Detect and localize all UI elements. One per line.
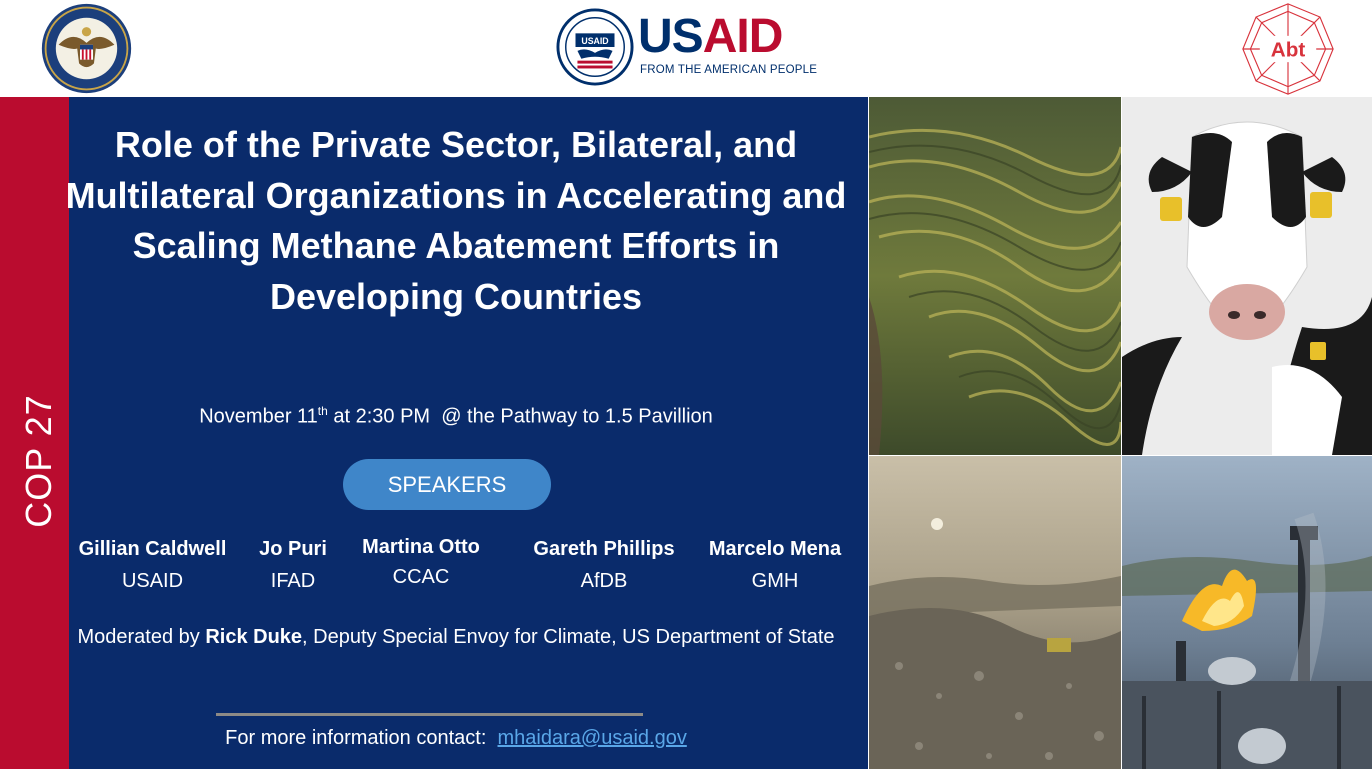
- speaker-item: [346, 535, 496, 589]
- speaker-item: [522, 537, 686, 593]
- speaker-org: USAID: [121, 570, 184, 592]
- usaid-tagline: FROM THE AMERICAN PEOPLE: [640, 64, 818, 76]
- speaker-org: GMH: [751, 570, 799, 592]
- abt-wordmark: Abt: [1270, 38, 1306, 62]
- header-bar: [0, 0, 1372, 97]
- moderator-name: Rick Duke: [205, 626, 303, 648]
- usaid-badge-text: USAID: [581, 36, 609, 47]
- gas-flare-refinery-photo: [1122, 456, 1372, 769]
- speaker-name: Gareth Phillips: [533, 538, 675, 560]
- department-of-state-seal-icon: [38, 2, 135, 95]
- event-title: Role of the Private Sector, Bilateral, and Multilateral Organizations in Accelerating and Scaling Methane Abatement Efforts in Developing Countries: [65, 124, 847, 317]
- speaker-org: AfDB: [580, 570, 628, 592]
- usaid-seal-icon: [556, 8, 634, 86]
- contact-line: For more information contact: mhaidara@usaid.gov: [225, 727, 687, 749]
- speaker-name: Jo Puri: [259, 538, 327, 560]
- usaid-logo: [556, 8, 816, 86]
- speaker-name: Marcelo Mena: [708, 538, 842, 560]
- speakers-heading: SPEAKERS: [343, 459, 551, 510]
- abt-associates-logo: [1240, 2, 1336, 96]
- divider-line: [216, 713, 643, 716]
- speaker-item: [697, 537, 853, 593]
- usaid-wordmark: USAID: [638, 10, 783, 63]
- speaker-item: [69, 537, 236, 593]
- dairy-cow-photo: [1122, 97, 1372, 455]
- speaker-name: Martina Otto: [362, 536, 480, 558]
- speaker-org: IFAD: [270, 570, 316, 592]
- event-date-location: November 11th at 2:30 PM @ the Pathway to 1.5 Pavillion: [199, 404, 713, 428]
- cop27-label: COP 27: [18, 394, 59, 528]
- rice-terraces-photo: [869, 97, 1121, 455]
- speaker-name: Gillian Caldwell: [78, 538, 227, 560]
- landfill-photo: [869, 456, 1121, 769]
- speaker-org: CCAC: [392, 566, 450, 588]
- speaker-item: [252, 537, 334, 593]
- contact-email-link[interactable]: mhaidara@usaid.gov: [497, 727, 687, 749]
- moderator-text: Moderated by Rick Duke, Deputy Special Envoy for Climate, US Department of State: [77, 626, 835, 648]
